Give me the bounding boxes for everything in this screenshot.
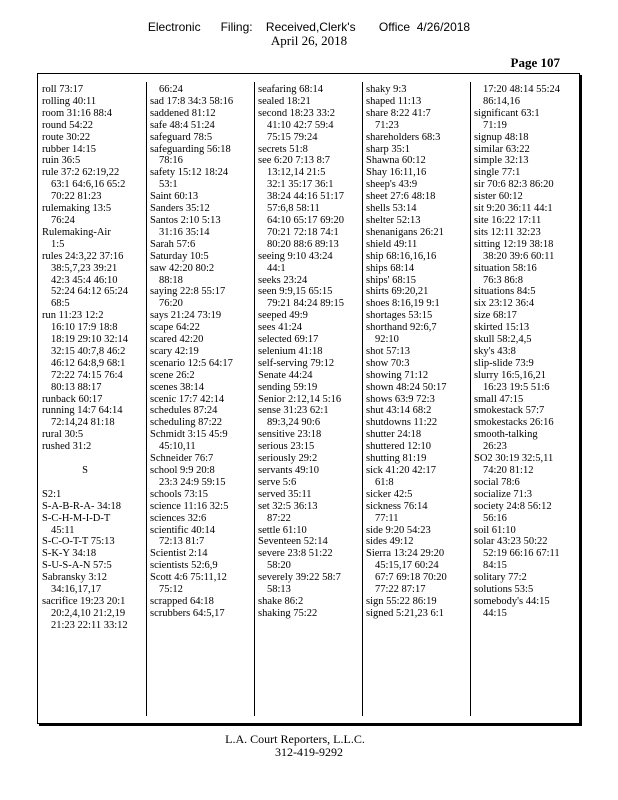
index-entry: rural 30:5 [42,429,84,441]
index-column-5 [474,84,574,620]
index-entry: single 77:1 [474,167,521,179]
index-entry: round 54:22 [42,119,94,131]
index-entry: skull 58:2,4,5 [474,334,532,346]
index-entry: significant 63:1 [474,107,540,119]
index-entry: Saturday 10:5 [150,250,209,262]
index-entry: shut 43:14 68:2 [366,405,432,417]
index-entry: signup 48:18 [474,131,529,143]
index-entry: sense 31:23 62:1 [258,405,329,417]
index-entry: sheep's 43:9 [366,179,418,191]
index-entry: Sabransky 3:12 [42,572,108,584]
index-entry: S-U-S-A-N 57:5 [42,560,112,572]
index-column-2 [150,84,250,620]
index-entry: ships' 68:15 [366,274,417,286]
index-entry: sicker 42:5 [366,488,413,500]
index-entry-continuation: 75:12 [159,584,183,596]
index-entry: smooth-talking [474,429,538,441]
index-column-4 [366,84,466,620]
index-entry-continuation: 57:6,8 58:11 [267,203,320,215]
index-entry: safe 48:4 51:24 [150,119,215,131]
index-entry: Rulemaking-Air [42,226,111,238]
index-entry: safeguarding 56:18 [150,143,231,155]
index-entry: shorthand 92:6,7 [366,322,437,334]
index-entry: run 11:23 12:2 [42,310,104,322]
index-entry: solitary 77:2 [474,572,527,584]
index-entry: site 16:22 17:11 [474,214,542,226]
index-entry: Saint 60:13 [150,191,199,203]
index-entry-continuation: 88:18 [159,274,183,286]
index-entry: situations 84:5 [474,286,536,298]
index-entry-continuation: 76:24 [51,214,75,226]
index-entry: seafaring 68:14 [258,84,324,95]
index-entry: rules 24:3,22 37:16 [42,250,124,262]
index-entry-continuation: 86:14,16 [483,95,521,107]
index-entry: room 31:16 88:4 [42,107,112,119]
index-entry: scape 64:22 [150,322,200,334]
index-column-1 [42,84,142,632]
index-entry-continuation: 53:1 [159,179,178,191]
index-entry-continuation: 72:13 81:7 [159,536,205,548]
index-entry-continuation: 80:20 88:6 89:13 [267,238,339,250]
index-entry-continuation: 18:19 29:10 32:14 [51,334,129,346]
index-entry-continuation: 74:20 81:12 [483,465,534,476]
index-entry-continuation: 32:15 40:7,8 46:2 [51,345,126,357]
index-entry: shake 86:2 [258,595,304,607]
index-entry: schedules 87:24 [150,405,218,417]
index-entry-continuation: 87:22 [267,512,291,524]
index-entry-continuation: 1:5 [51,238,65,250]
index-entry-continuation: 38:5,7,23 39:21 [51,262,118,274]
index-entry: schools 73:15 [150,488,209,500]
index-entry: rubber 14:15 [42,143,96,155]
index-entry: skirted 15:13 [474,322,530,334]
index-entry: second 18:23 33:2 [258,107,335,119]
index-entry: saddened 81:12 [150,107,216,119]
index-entry: soil 61:10 [474,524,516,536]
index-entry-continuation: 58:20 [267,560,291,572]
index-entry: safeguard 78:5 [150,131,213,143]
index-entry: S-C-H-M-I-D-T [42,512,111,524]
index-entry-continuation: 76:3 86:8 [483,274,523,286]
index-entry: shaped 11:13 [366,95,422,107]
index-entry: roll 73:17 [42,84,84,95]
index-entry-continuation: 17:20 48:14 55:24 [483,84,561,95]
index-entry: society 24:8 56:12 [474,500,552,512]
column-divider [146,82,147,716]
index-entry: sensitive 23:18 [258,429,322,441]
index-entry: shown 48:24 50:17 [366,381,447,393]
index-entry-continuation: 75:15 79:24 [267,131,318,143]
index-entry: scheduling 87:22 [150,417,223,429]
index-entry: seriously 29:2 [258,453,318,465]
index-entry-continuation: 71:19 [483,119,507,131]
index-entry: seeped 49:9 [258,310,308,322]
index-entry: sit 9:20 36:11 44:1 [474,203,553,215]
index-entry: similar 63:22 [474,143,530,155]
index-entry-continuation: 38:24 44:16 51:17 [267,191,345,203]
index-entry: social 78:6 [474,476,520,488]
index-entry: S-K-Y 34:18 [42,548,97,560]
index-entry: sister 60:12 [474,191,523,203]
index-entry: socialize 71:3 [474,488,533,500]
index-entry: somebody's 44:15 [474,595,550,607]
index-entry: saying 22:8 55:17 [150,286,226,298]
index-entry: six 23:12 36:4 [474,298,535,310]
index-entry: sickness 76:14 [366,500,428,512]
column-divider [470,82,471,716]
index-entry: shirts 69:20,21 [366,286,429,298]
index-entry: sitting 12:19 38:18 [474,238,554,250]
index-entry-continuation: 45:10,11 [159,441,196,453]
index-entry-continuation: 52:19 66:16 67:11 [483,548,560,560]
index-entry: shareholders 68:3 [366,131,441,143]
index-entry: sending 59:19 [258,381,318,393]
index-entry-continuation: 56:16 [483,512,507,524]
index-entry: Schmidt 3:15 45:9 [150,429,228,441]
index-entry: scared 42:20 [150,334,204,346]
index-entry-continuation: 77:11 [375,512,399,524]
index-entry: scenic 17:7 42:14 [150,393,225,405]
index-entry-continuation: 44:15 [483,607,507,619]
index-entry: scientists 52:6,9 [150,560,218,572]
index-entry: scenario 12:5 64:17 [150,357,233,369]
index-entry-continuation: 52:24 64:12 65:24 [51,286,129,298]
index-entry-continuation: 72:14,24 81:18 [51,417,115,429]
index-entry: smokestacks 26:16 [474,417,554,429]
index-entry: sir 70:6 82:3 86:20 [474,179,554,191]
index-entry-continuation: 80:13 88:17 [51,381,102,393]
index-column-3 [258,84,358,620]
index-entry-continuation: 70:22 81:23 [51,191,102,203]
index-entry: rulemaking 13:5 [42,203,112,215]
index-entry-continuation: 31:16 35:14 [159,226,210,238]
index-entry: scary 42:19 [150,345,199,357]
index-entry: ruin 36:5 [42,155,81,167]
index-entry-continuation: 38:20 39:6 60:11 [483,250,555,262]
index-entry: side 9:20 54:23 [366,524,431,536]
index-entry: shuttered 12:10 [366,441,432,453]
index-entry-continuation: 45:11 [51,524,75,536]
reporter-name: L.A. Court Reporters, L.L.C. [225,732,365,746]
index-entry: sciences 32:6 [150,512,207,524]
index-entry: seeing 9:10 43:24 [258,250,333,262]
index-entry: show 70:3 [366,357,410,369]
index-entry: situation 58:16 [474,262,537,274]
index-entry: Sanders 35:12 [150,203,210,215]
index-entry: Sarah 57:6 [150,238,196,250]
index-entry: sharp 35:1 [366,143,411,155]
index-entry-continuation: 26:23 [483,441,507,453]
index-entry: school 9:9 20:8 [150,465,215,476]
index-entry-continuation: 77:22 87:17 [375,584,426,596]
index-frame [37,73,580,724]
index-entry: scrubbers 64:5,17 [150,607,225,619]
index-entry: saw 42:20 80:2 [150,262,215,274]
filing-stamp-line: Electronic Filing: Received,Clerk's Office 4/26/2018 [147,20,471,34]
index-entry: smokestack 57:7 [474,405,545,417]
index-entry: selenium 41:18 [258,345,323,357]
index-entry-continuation: 68:5 [51,298,70,310]
page-number: Page 107 [510,55,560,70]
index-entry: shortages 53:15 [366,310,433,322]
index-entry: sky's 43:8 [474,345,516,357]
index-entry: shoes 8:16,19 9:1 [366,298,440,310]
index-entry: seeks 23:24 [258,274,308,286]
index-entry: simple 32:13 [474,155,529,167]
index-entry: slip-slide 73:9 [474,357,534,369]
index-entry: Shawna 60:12 [366,155,426,167]
index-entry: shaking 75:22 [258,607,318,619]
index-entry-continuation: 61:8 [375,476,394,488]
index-entry: runback 60:17 [42,393,103,405]
index-entry: slurry 16:5,16,21 [474,369,547,381]
index-entry: rule 37:2 62:19,22 [42,167,120,179]
index-entry: seen 9:9,15 65:15 [258,286,333,298]
index-entry: S2:1 [42,488,62,500]
index-entry: Scientist 2:14 [150,548,208,560]
index-entry-continuation: 45:15,17 60:24 [375,560,439,572]
index-entry-continuation: 84:15 [483,560,507,572]
index-entry-continuation: 16:23 19:5 51:6 [483,381,550,393]
index-entry: Santos 2:10 5:13 [150,214,221,226]
index-entry: signed 5:21,23 6:1 [366,607,444,619]
index-entry: secrets 51:8 [258,143,308,155]
index-entry-continuation: 32:1 35:17 36:1 [267,179,334,191]
index-entry: sacrifice 19:23 20:1 [42,595,126,607]
index-entry: scrapped 64:18 [150,595,214,607]
index-entry: severe 23:8 51:22 [258,548,333,560]
index-entry: S-A-B-R-A- 34:18 [42,500,122,512]
index-entry-continuation: 20:2,4,10 21:2,19 [51,607,126,619]
index-entry: severely 39:22 58:7 [258,572,341,584]
index-entry-continuation: 76:20 [159,298,183,310]
index-entry: running 14:7 64:14 [42,405,123,417]
index-entry: route 30:22 [42,131,91,143]
reporter-phone: 312-419-9292 [275,745,343,759]
index-entry: Shay 16:11,16 [366,167,427,179]
index-entry: rushed 31:2 [42,441,92,453]
index-entry: small 47:15 [474,393,524,405]
section-letter-heading: S [82,464,88,476]
index-entry: sits 12:11 32:23 [474,226,541,238]
index-entry: solutions 53:5 [474,584,534,596]
index-entry: ships 68:14 [366,262,415,274]
index-entry-continuation: 42:3 45:4 46:10 [51,274,118,286]
column-divider [362,82,363,716]
index-entry-continuation: 63:1 64:6,16 65:2 [51,179,126,191]
index-entry: science 11:16 32:5 [150,500,229,512]
blank-line [42,453,142,465]
index-entry: solar 43:23 50:22 [474,536,548,548]
index-entry-continuation: 79:21 84:24 89:15 [267,298,345,310]
index-entry: ship 68:16,16,16 [366,250,437,262]
index-entry: Sierra 13:24 29:20 [366,548,445,560]
index-entry-continuation: 23:3 24:9 59:15 [159,476,226,488]
index-entry-continuation: 21:23 22:11 33:12 [51,619,128,631]
index-entry: Schneider 76:7 [150,453,214,465]
index-entry: see 6:20 7:13 8:7 [258,155,331,167]
index-entry: says 21:24 73:19 [150,310,222,322]
index-entry-continuation: 44:1 [267,262,286,274]
index-entry: Senate 44:24 [258,369,313,381]
index-entry: shutting 81:19 [366,453,427,465]
index-entry: SO2 30:19 32:5,11 [474,453,554,465]
index-entry: selected 69:17 [258,334,319,346]
index-entry: shot 57:13 [366,345,411,357]
filing-stamp [0,20,618,48]
index-entry: size 68:17 [474,310,517,322]
index-entry: shelter 52:13 [366,214,421,226]
index-entry: scientific 40:14 [150,524,216,536]
index-entry-continuation: 67:7 69:18 70:20 [375,572,447,584]
index-entry: scenes 38:14 [150,381,204,393]
filing-date: April 26, 2018 [270,33,348,48]
index-entry: serve 5:6 [258,476,297,488]
index-entry: share 8:22 41:7 [366,107,431,119]
column-divider [254,82,255,716]
index-entry: sick 41:20 42:17 [366,465,436,476]
index-entry: shutter 24:18 [366,429,422,441]
index-entry: S-C-O-T-T 75:13 [42,536,115,548]
index-entry: shutdowns 11:22 [366,417,438,429]
index-entry: shells 53:14 [366,203,417,215]
index-entry: sealed 18:21 [258,95,311,107]
footer [0,733,618,759]
index-entry-continuation: 46:12 64:8,9 68:1 [51,357,126,369]
index-entry: scene 26:2 [150,369,195,381]
index-entry: shaky 9:3 [366,84,407,95]
index-entry-continuation: 58:13 [267,584,291,596]
index-entry: self-serving 79:12 [258,357,335,369]
index-entry: shows 63:9 72:3 [366,393,435,405]
index-entry-continuation: 78:16 [159,155,183,167]
index-entry: shield 49:11 [366,238,418,250]
index-entry: set 32:5 36:13 [258,500,318,512]
index-entry: sees 41:24 [258,322,303,334]
index-entry: shenanigans 26:21 [366,226,444,238]
index-entry: servants 49:10 [258,465,319,476]
index-entry-continuation: 72:22 74:15 76:4 [51,369,123,381]
index-entry-continuation: 16:10 17:9 18:8 [51,322,118,334]
index-entry-continuation: 66:24 [159,84,183,95]
blank-line [42,477,142,489]
index-entry: safety 15:12 18:24 [150,167,229,179]
index-entry: serious 23:15 [258,441,315,453]
index-entry: served 35:11 [258,488,312,500]
index-entry-continuation: 41:10 42:7 59:4 [267,119,334,131]
index-entry-continuation: 71:23 [375,119,399,131]
index-entry: Scott 4:6 75:11,12 [150,572,227,584]
index-entry: sheet 27:6 48:18 [366,191,436,203]
index-entry: sides 49:12 [366,536,414,548]
index-entry-continuation: 34:16,17,17 [51,584,102,596]
index-entry-continuation: 92:10 [375,334,399,346]
index-entry: Senior 2:12,14 5:16 [258,393,342,405]
index-entry-continuation: 64:10 65:17 69:20 [267,214,345,226]
index-entry-continuation: 13:12,14 21:5 [267,167,326,179]
index-entry: Seventeen 52:14 [258,536,328,548]
index-entry: sign 55:22 86:19 [366,595,437,607]
index-entry-continuation: 89:3,24 90:6 [267,417,321,429]
index-entry: rolling 40:11 [42,95,97,107]
index-entry: showing 71:12 [366,369,429,381]
index-entry-continuation: 70:21 72:18 74:1 [267,226,339,238]
index-entry: settle 61:10 [258,524,307,536]
index-entry: sad 17:8 34:3 58:16 [150,95,234,107]
